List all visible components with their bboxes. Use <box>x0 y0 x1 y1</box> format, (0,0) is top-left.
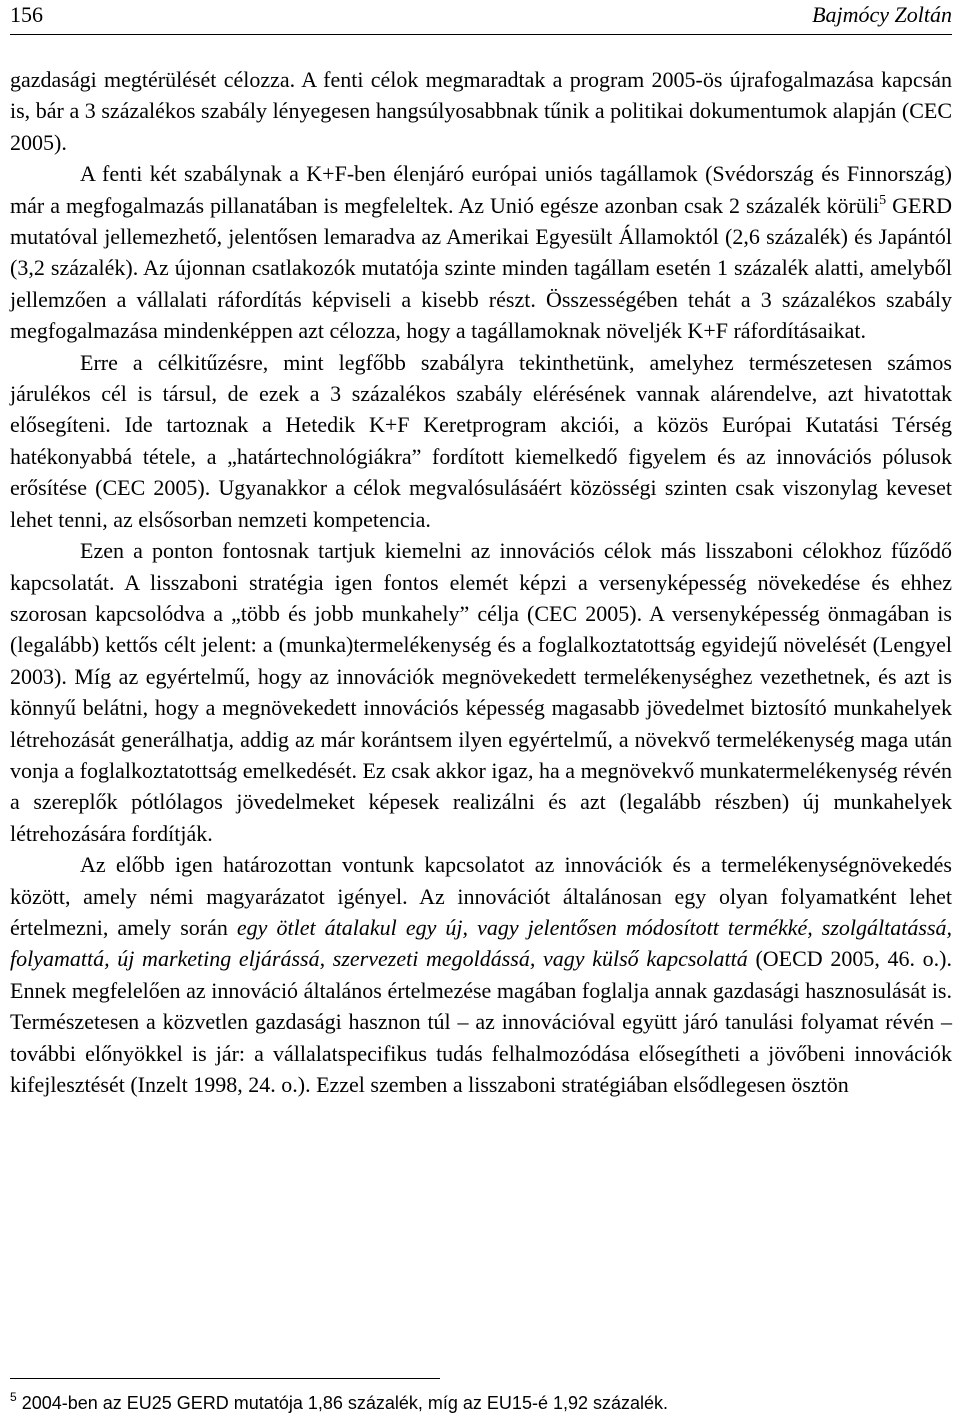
body-text <box>10 64 952 1100</box>
paragraph-text: Erre a célkitűzésre, mint legfőbb szabályra tekinthetünk, amelyhez természetesen számos járulékos cél is társul, de ezek a 3 százalékos szabály elérésének vannak alárendelve, azt hivatottak elősegíteni. Ide tartoznak a Hetedik K+F Keretprogram akciói, a közös Európai Kutatási Térség hatékonyabbá tétele, a „határtechnológiákra” fordított kiemelkedő figyelem és az innovációs pólusok erősítése (CEC 2005). Ugyanakkor a célok megvalósulásáért közösségi szinten csak viszonylag keveset lehet tenni, az elsősorban nemzeti kompetencia. <box>10 349 952 532</box>
footnote <box>10 1390 952 1416</box>
paragraph-text: A fenti két szabálynak a K+F-ben élenjáró európai uniós tagállamok (Svédország és Finnország) már a megfogalmazás pillanatában is megfeleltek. Az Unió egésze azonban csak 2 százalék körüli <box>10 161 952 218</box>
paragraph-text: GERD mutatóval jellemezhető, jelentősen lemaradva az Amerikai Egyesült Államoktól (2,6 százalék) és Japántól (3,2 százalék). Az újonnan csatlakozók mutatója szinte minden tagállam esetén 1 százalék alatti, amelyből jellemzően a vállalati ráfordítás képviseli a kisebb részt. Összességében tehát a 3 százalékos szabály megfogalmazása mindenképpen azt célozza, hogy a tagállamoknak növeljék K+F ráfordításaikat. <box>10 192 953 344</box>
footnote-reference[interactable]: 5 <box>879 192 887 208</box>
paragraph-1 <box>10 64 952 158</box>
footnote-text: 2004-ben az EU25 GERD mutatója 1,86 százalék, míg az EU15-é 1,92 százalék. <box>16 1393 669 1413</box>
running-title-author: Bajmócy Zoltán <box>812 2 952 27</box>
paragraph-5 <box>10 849 952 1100</box>
innovation-definition-italic: egy ötlet átalakul egy új, vagy jelentősen módosított termékké, szolgáltatássá, folyamattá, új marketing eljárássá, szervezeti megoldássá, vagy külső kapcsolattá <box>10 914 952 972</box>
page-header <box>10 0 952 35</box>
paragraph-text: gazdasági megtérülését célozza. A fenti célok megmaradtak a program 2005-ös újrafogalmazása kapcsán is, bár a 3 százalékos szabály lényegesen hangsúlyosabbnak tűnik a politikai dokumentumok alapján (CEC 2005). <box>10 67 952 155</box>
footnote-divider <box>10 1378 440 1379</box>
paragraph-4 <box>10 535 952 849</box>
page-number: 156 <box>10 2 43 27</box>
paragraph-3 <box>10 347 952 535</box>
paragraph-text: (OECD 2005, 46. o.). Ennek megfelelően az innováció általános értelmezése magában foglalja annak gazdasági hasznosulását is. Természetesen a közvetlen gazdasági hasznon túl – az innovációval együtt járó tanulási folyamat révén – további előnyökkel is jár: a vállalatspecifikus tudás felhalmozódása elősegítheti a jövőbeni innovációk kifejlesztését (Inzelt 1998, 24. o.). Ezzel szemben a lisszaboni stratégiában elsődlegesen ösztön <box>10 946 953 1097</box>
footnote-number: 5 <box>10 1390 17 1404</box>
paragraph-2 <box>10 158 952 346</box>
paragraph-text: Az előbb igen határozottan vontunk kapcsolatot az innovációk és a termelékenységnövekedés között, amely némi magyarázatot igényel. Az innovációt általánosan egy olyan folyamatként lehet értelmezni, amely során <box>10 852 952 940</box>
paragraph-text: Ezen a ponton fontosnak tartjuk kiemelni az innovációs célok más lisszaboni célokhoz fűződő kapcsolatát. A lisszaboni stratégia igen fontos elemét képzi a versenyképesség növekedése és ehhez szorosan kapcsolódva a „több és jobb munkahely” célja (CEC 2005). A versenyképesség önmagában is (legalább) kettős célt jelent: a (munka)termelékenység és a foglalkoztatottság egyidejű növelését (Lengyel 2003). Míg az egyértelmű, hogy az innovációk megnövekedett termelékenységhez vezethetnek, és azt is könnyű belátni, hogy a megnövekedett innovációs képesség magasabb jövedelmet biztosító munkahelyek létrehozását generálhatja, addig az már korántsem ilyen egyértelmű, a növekvő termelékenység maga után vonja a foglalkoztatottság emelkedését. Ez csak akkor igaz, ha a megnövekvő munkatermelékenység révén a szereplők pótlólagos jövedelmeket képesek realizálni és azt (legalább részben) új munkahelyek létrehozására fordítják. <box>10 538 952 846</box>
